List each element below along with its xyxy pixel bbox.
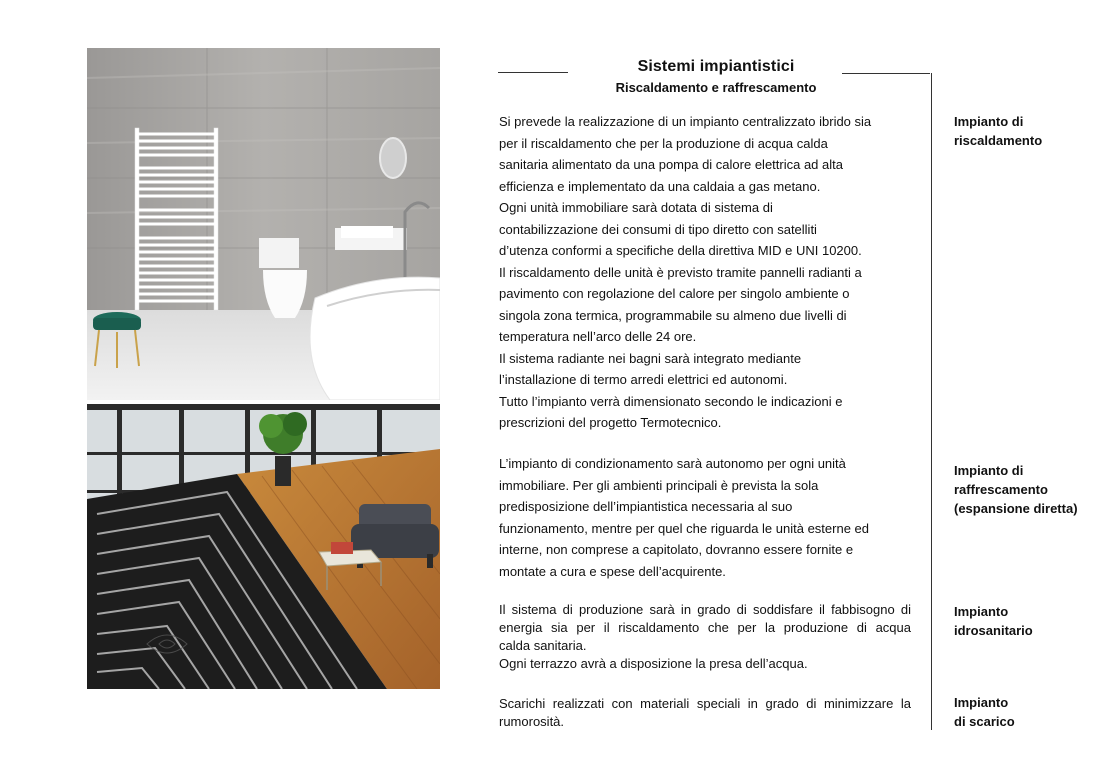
text-line: efficienza e implementato da una caldaia a gas metano. — [499, 178, 821, 194]
heating-paragraph — [499, 111, 911, 434]
sidebar-label-line: (espansione diretta) — [954, 501, 1078, 516]
sidebar-label-line: di scarico — [954, 714, 1015, 729]
sidebar-label-line: Impianto di — [954, 114, 1024, 129]
text-line: prescrizioni del progetto Termotecnico. — [499, 415, 722, 430]
text-line: interne, non comprese a capitolato, dovranno essere fornite e — [499, 542, 854, 557]
text-line: montate a cura e spese dell’acquirente. — [499, 563, 726, 579]
sidebar-label-line: idrosanitario — [954, 623, 1033, 638]
text-line: Ogni terrazzo avrà a disposizione la presa dell’acqua. — [499, 656, 808, 671]
sidebar-label-line: Impianto di — [954, 463, 1024, 478]
text-line: Il riscaldamento delle unità è previsto tramite pannelli radianti a — [499, 264, 862, 280]
text-line: funzionamento, mentre per quel che riguarda le unità esterne ed — [499, 520, 870, 536]
sidebar-label-heating — [954, 112, 1104, 150]
text-line: Tutto l’impianto verrà dimensionato secondo le indicazioni e — [499, 393, 843, 409]
text-line: Il sistema di produzione sarà in grado di soddisfare il fabbisogno di — [499, 602, 911, 617]
text-line: contabilizzazione dei consumi di tipo diretto con satelliti — [499, 221, 817, 237]
sidebar-label-cooling — [954, 461, 1104, 518]
underfloor-heating-photo — [87, 404, 440, 689]
text-line: sanitaria alimentato da una pompa di calore elettrica ad alta — [499, 157, 843, 172]
text-line: singola zona termica, programmabile su almeno due livelli di — [499, 307, 847, 323]
text-line: temperatura nell’arco delle 24 ore. — [499, 329, 697, 344]
plumbing-paragraph — [499, 601, 911, 673]
text-line: d’utenza conformi a specifiche della direttiva MID e UNI 10200. — [499, 243, 862, 258]
section-header — [498, 56, 934, 96]
text-line: predisposizione dell’impiantistica necessaria al suo — [499, 499, 793, 514]
sidebar-label-line: Impianto — [954, 695, 1009, 710]
text-line: Scarichi realizzati con materiali speciali in grado di minimizzare la — [499, 696, 911, 711]
cooling-paragraph — [499, 453, 911, 582]
text-line: L’impianto di condizionamento sarà autonomo per ogni unità — [499, 456, 846, 471]
text-line: immobiliare. Per gli ambienti principali è prevista la sola — [499, 477, 819, 493]
text-line: energia sia per il riscaldamento che per la produzione di acqua — [499, 620, 911, 635]
drainage-paragraph — [499, 695, 911, 731]
column-divider — [931, 73, 932, 730]
sidebar-label-plumbing — [954, 602, 1104, 640]
sidebar-label-line: raffrescamento — [954, 482, 1048, 497]
sidebar-label-line: Impianto — [954, 604, 1009, 619]
sidebar-label-line: riscaldamento — [954, 133, 1043, 148]
text-line: pavimento con regolazione del calore per singolo ambiente o — [499, 286, 850, 301]
text-line: Ogni unità immobiliare sarà dotata di sistema di — [499, 200, 773, 215]
text-line: rumorosità. — [499, 714, 565, 729]
page-title: Sistemi impiantistici — [637, 58, 795, 75]
text-line: l’installazione di termo arredi elettrici ed autonomi. — [499, 372, 788, 387]
bathroom-photo — [87, 48, 440, 400]
page-subtitle: Riscaldamento e raffrescamento — [615, 80, 817, 95]
text-line: Il sistema radiante nei bagni sarà integrato mediante — [499, 350, 802, 366]
sidebar-label-drainage — [954, 693, 1104, 731]
text-line: Si prevede la realizzazione di un impianto centralizzato ibrido sia — [499, 114, 872, 129]
text-line: calda sanitaria. — [499, 638, 587, 653]
text-line: per il riscaldamento che per la produzione di acqua calda — [499, 135, 828, 151]
